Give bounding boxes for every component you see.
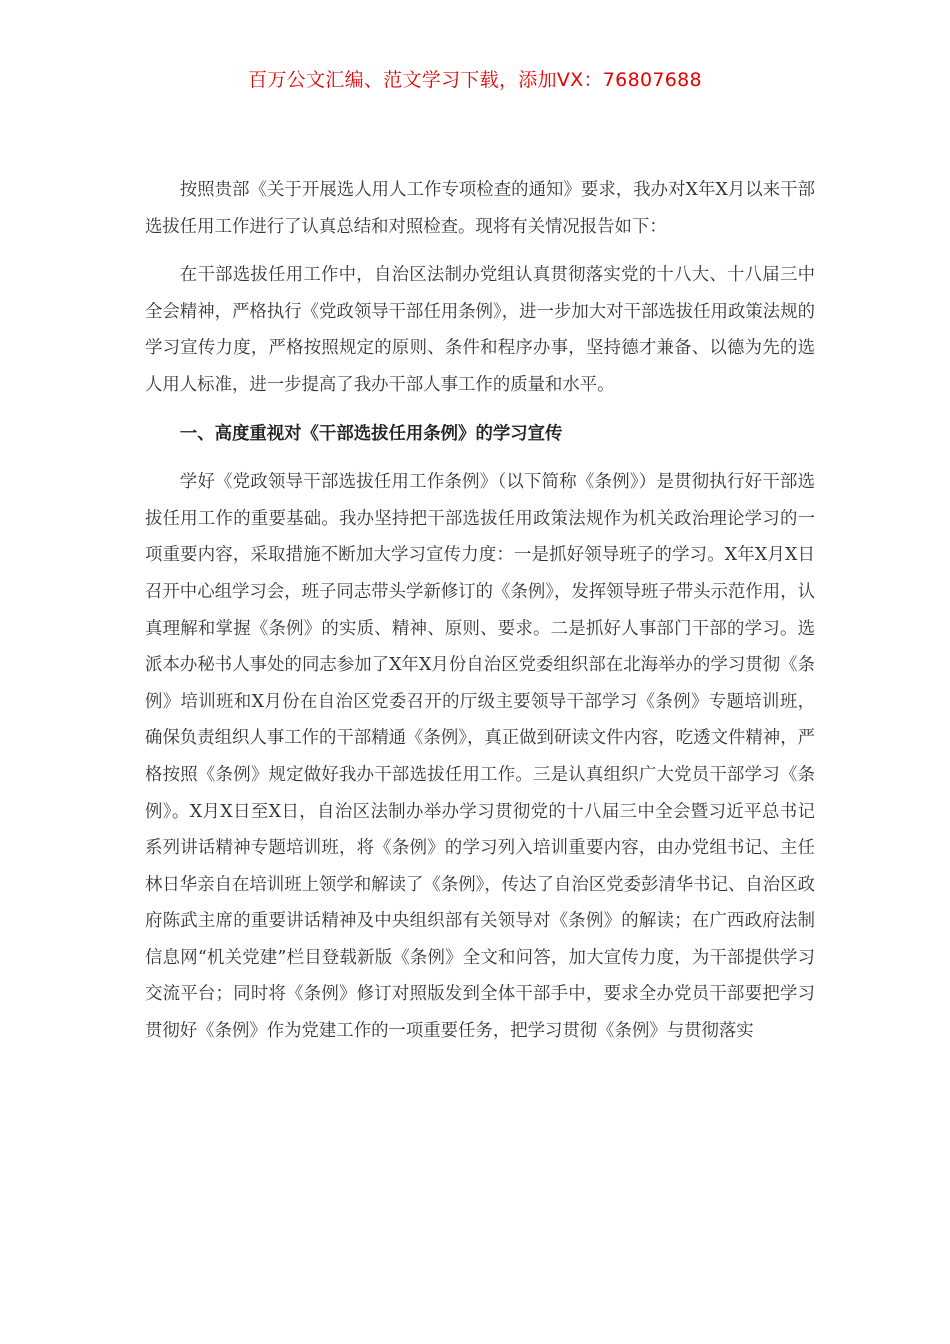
summary-paragraph: 在干部选拔任用工作中，自治区法制办党组认真贯彻落实党的十八大、十八届三中全会精神，严格执行《党政领导干部任用条例》，进一步加大对干部选拔任用政策法规的学习宣传力度，严格按照规定的原则、条件和程序办事，坚持德才兼备、以德为先的选人用人标准，进一步提高了我办干部人事工作的质量和水平。 (145, 265, 815, 395)
document-body (145, 172, 815, 1050)
paragraph-gap (145, 245, 815, 257)
watermark-header: 百万公文汇编、范文学习下载，添加VX：76807688 (248, 69, 702, 91)
section-heading: 一、高度重视对《干部选拔任用条例》的学习宣传 (179, 423, 563, 444)
section-paragraph: 学好《党政领导干部选拔任用工作条例》（以下简称《条例》）是贯彻执行好干部选拔任用工作的重要基础。我办坚持把干部选拔任用政策法规作为机关政治理论学习的一项重要内容，采取措施不断加大学习宣传力度：一是抓好领导班子的学习。X年X月X日召开中心组学习会，班子同志带头学新修订的《条例》，发挥领导班子带头示范作用，认真理解和掌握《条例》的实质、精神、原则、要求。二是抓好人事部门干部的学习。选派本办秘书人事处的同志参加了X年X月份自治区党委组织部在北海举办的学习贯彻《条例》培训班和X月份在自治区党委召开的厅级主要领导干部学习《条例》专题培训班，确保负责组织人事工作的干部精通《条例》，真正做到研读文件内容，吃透文件精神，严格按照《条例》规定做好我办干部选拔任用工作。三是认真组织广大党员干部学习《条例》。X月X日至X日，自治区法制办举办学习贯彻党的十八届三中全会暨习近平总书记系列讲话精神专题培训班，将《条例》的学习列入培训重要内容，由办党组书记、主任林日华亲自在培训班上领学和解读了《条例》，传达了自治区党委彭清华书记、自治区政府陈武主席的重要讲话精神及中央组织部有关领导对《条例》的解读；在广西政府法制信息网“机关党建”栏目登载新版《条例》全文和问答，加大宣传力度，为干部提供学习交流平台；同时将《条例》修订对照版发到全体干部手中，要求全办党员干部要把学习贯彻好《条例》作为党建工作的一项重要任务，把学习贯彻《条例》与贯彻落实 (145, 472, 815, 1042)
paragraph-gap (145, 452, 815, 464)
intro-paragraph: 按照贵部《关于开展选人用人工作专项检查的通知》要求，我办对X年X月以来干部选拔任用工作进行了认真总结和对照检查。现将有关情况报告如下： (145, 180, 815, 237)
paragraph-gap (145, 404, 815, 416)
